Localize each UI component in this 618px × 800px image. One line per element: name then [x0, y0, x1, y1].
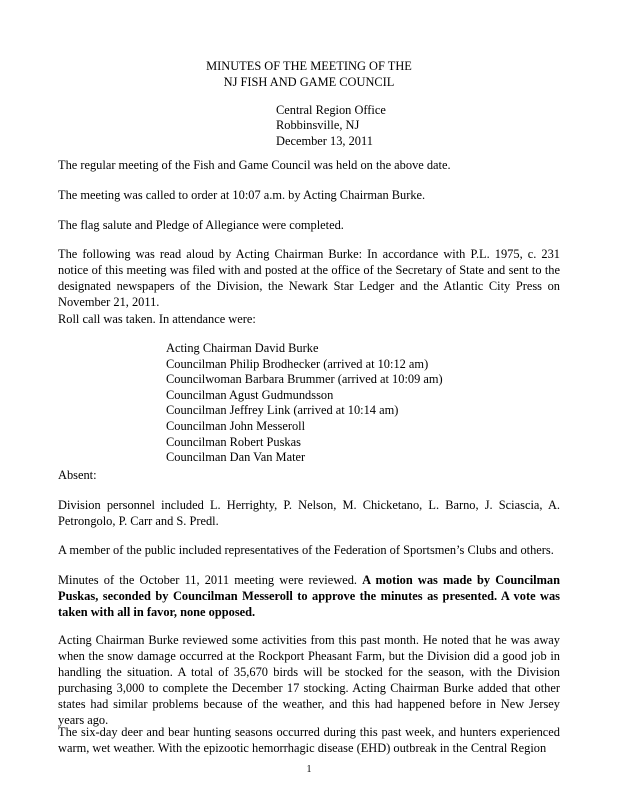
paragraph-hunting-seasons: The six-day deer and bear hunting seasons occurred during this past week, and hunters experienced warm, wet weather. With the epizootic hemorrhagic disease (EHD) outbreak in the Central Region: [58, 725, 560, 755]
attendee-item: Councilman Jeffrey Link (arrived at 10:14 am): [166, 403, 399, 418]
paragraph-notice: The following was read aloud by Acting Chairman Burke: In accordance with P.L. 1975, c. 231 notice of this meeting was filed with and posted at the office of the Secretary of State and sent to the designated newspapers of the Division, the Newark Star Ledger and the Atlantic City Press on November 21, 2011.: [58, 247, 560, 309]
attendee-item: Councilman Philip Brodhecker (arrived at 10:12 am): [166, 356, 429, 371]
paragraph-flag-salute: The flag salute and Pledge of Allegiance were completed.: [58, 218, 344, 232]
paragraph-public-members: A member of the public included representatives of the Federation of Sportsmen’s Clubs and others.: [58, 543, 554, 557]
paragraph-chairman-report: Acting Chairman Burke reviewed some activities from this past month. He noted that he was away when the snow damage occurred at the Rockport Pheasant Farm, but the Division did a good job in handling the situation. A total of 35,670 birds will be stocked for the season, with the Division purchasing 3,000 to complete the December 17 stocking. Acting Chairman Burke added that other states had similar problems because of the weather, and this had happened before in New Jersey years ago.: [58, 633, 560, 727]
attendee-item: Councilman Robert Puskas: [166, 434, 301, 449]
location-office: Central Region Office: [276, 103, 386, 117]
absent-label: Absent:: [58, 468, 97, 482]
minutes-review-text: Minutes of the October 11, 2011 meeting were reviewed.: [58, 573, 363, 587]
paragraph-division-personnel: Division personnel included L. Herrighty, P. Nelson, M. Chicketano, L. Barno, J. Sciascia, A. Petrongolo, P. Carr and S. Predl.: [58, 498, 560, 528]
page-number: 1: [306, 764, 312, 775]
title-line-2: NJ FISH AND GAME COUNCIL: [223, 75, 395, 89]
attendee-item: Councilman John Messeroll: [166, 418, 306, 433]
paragraph-meeting-held: The regular meeting of the Fish and Game Council was held on the above date.: [58, 158, 451, 172]
attendee-item: Councilman Agust Gudmundsson: [166, 387, 334, 402]
attendee-item: Councilwoman Barbara Brummer (arrived at 10:09 am): [166, 372, 443, 387]
paragraph-minutes-review: [58, 572, 560, 620]
attendee-list: [166, 341, 443, 466]
attendee-item: Acting Chairman David Burke: [166, 341, 319, 355]
motion-text: A motion was made by Councilman Puskas, seconded by Councilman Messeroll to approve the minutes as presented. A vote was taken with all in favor, none opposed.: [58, 573, 560, 619]
location-city: Robbinsville, NJ: [276, 118, 360, 132]
attendee-item: Councilman Dan Van Mater: [166, 450, 306, 465]
meeting-date: December 13, 2011: [276, 134, 373, 148]
paragraph-called-to-order: The meeting was called to order at 10:07 a.m. by Acting Chairman Burke.: [58, 188, 426, 202]
title-line-1: MINUTES OF THE MEETING OF THE: [206, 59, 412, 73]
paragraph-roll-call: Roll call was taken. In attendance were:: [58, 312, 256, 326]
